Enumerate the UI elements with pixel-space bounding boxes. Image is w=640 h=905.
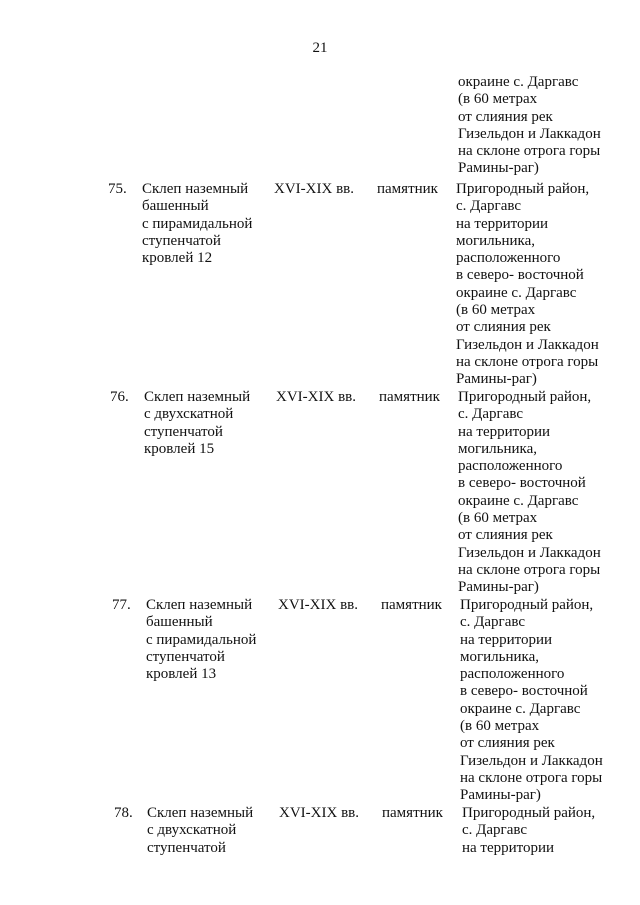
location-line: (в 60 метрах bbox=[456, 302, 536, 319]
monument-name bbox=[144, 389, 274, 458]
row-number: 76. bbox=[110, 389, 129, 405]
monument-name bbox=[146, 597, 276, 683]
location-line: в северо- восточной bbox=[458, 475, 586, 492]
location bbox=[460, 597, 638, 805]
location-line: на склоне отрога горы bbox=[456, 353, 599, 370]
name-line: ступенчатой bbox=[142, 232, 221, 249]
location-line: от слияния рек bbox=[460, 735, 555, 752]
location-line: могильника, bbox=[456, 232, 536, 249]
location-line: расположенного bbox=[456, 250, 561, 267]
monument-kind: памятник bbox=[381, 597, 442, 613]
location-line: Рамины-раг) bbox=[456, 371, 537, 388]
location-line: окраине с. Даргавс bbox=[456, 284, 577, 301]
name-line: Склеп наземный bbox=[147, 805, 254, 821]
name-line: Склеп наземный bbox=[146, 597, 253, 613]
location-line: на склоне отрога горы bbox=[458, 143, 601, 160]
location-line: расположенного bbox=[460, 666, 565, 683]
monument-name bbox=[147, 805, 277, 857]
monument-kind: памятник bbox=[382, 805, 443, 821]
name-line: кровлей 12 bbox=[142, 250, 213, 267]
monument-kind: памятник bbox=[377, 181, 438, 197]
location-line: на склоне отрога горы bbox=[460, 769, 603, 786]
period: XVI-XIX вв. bbox=[276, 389, 356, 405]
location-line: в северо- восточной bbox=[460, 683, 588, 700]
period: XVI-XIX вв. bbox=[279, 805, 359, 821]
location-line: могильника, bbox=[460, 648, 540, 665]
location-line: Рамины-раг) bbox=[460, 787, 541, 804]
location-line: в северо- восточной bbox=[456, 267, 584, 284]
location-line: на территории bbox=[462, 839, 555, 856]
location bbox=[458, 389, 636, 597]
location bbox=[456, 181, 634, 389]
location-line: с. Даргавс bbox=[456, 198, 522, 215]
name-line: ступенчатой bbox=[147, 839, 226, 856]
row-number: 75. bbox=[108, 181, 127, 197]
location-line: от слияния рек bbox=[456, 319, 551, 336]
page-number: 21 bbox=[312, 40, 328, 56]
name-line: с пирамидальной bbox=[142, 215, 253, 232]
location-line: (в 60 метрах bbox=[460, 718, 540, 735]
name-line: башенный bbox=[142, 198, 209, 215]
location-line: Гизельдон и Лаккадон bbox=[458, 544, 601, 561]
name-line: с двухскатной bbox=[144, 406, 234, 423]
location-line: от слияния рек bbox=[458, 108, 553, 125]
location bbox=[462, 805, 640, 857]
location-line: (в 60 метрах bbox=[458, 510, 538, 527]
location-line: на склоне отрога горы bbox=[458, 561, 601, 578]
location-line: Рамины-раг) bbox=[458, 579, 539, 596]
location-line: окраине с. Даргавс bbox=[458, 74, 579, 90]
location-line: окраине с. Даргавс bbox=[460, 700, 581, 717]
monument-name bbox=[142, 181, 272, 267]
location-line: могильника, bbox=[458, 440, 538, 457]
location-line: с. Даргавс bbox=[458, 406, 524, 423]
location-line: с. Даргавс bbox=[460, 614, 526, 631]
period: XVI-XIX вв. bbox=[274, 181, 354, 197]
location-line: Пригородный район, bbox=[456, 181, 590, 197]
location-line: на территории bbox=[460, 631, 553, 648]
row-number: 78. bbox=[114, 805, 133, 821]
name-line: кровлей 13 bbox=[146, 666, 217, 683]
location-line: от слияния рек bbox=[458, 527, 553, 544]
location-line: с. Даргавс bbox=[462, 822, 528, 839]
name-line: ступенчатой bbox=[144, 423, 223, 440]
location-line: Пригородный район, bbox=[458, 389, 592, 405]
location-line: Гизельдон и Лаккадон bbox=[460, 752, 603, 769]
row-number: 77. bbox=[112, 597, 131, 613]
name-line: ступенчатой bbox=[146, 648, 225, 665]
name-line: кровлей 15 bbox=[144, 440, 215, 457]
location-line: Пригородный район, bbox=[462, 805, 596, 821]
location-line: (в 60 метрах bbox=[458, 91, 538, 108]
location-line: на территории bbox=[458, 423, 551, 440]
location-line: расположенного bbox=[458, 458, 563, 475]
location-line: на территории bbox=[456, 215, 549, 232]
continued-location-text bbox=[458, 74, 633, 178]
name-line: с пирамидальной bbox=[146, 631, 257, 648]
location-line: Рамины-раг) bbox=[458, 160, 539, 177]
location-line: Гизельдон и Лаккадон bbox=[456, 336, 599, 353]
monument-kind: памятник bbox=[379, 389, 440, 405]
location-line: Гизельдон и Лаккадон bbox=[458, 125, 601, 142]
name-line: Склеп наземный bbox=[142, 181, 249, 197]
name-line: Склеп наземный bbox=[144, 389, 251, 405]
name-line: с двухскатной bbox=[147, 822, 237, 839]
location-line: Пригородный район, bbox=[460, 597, 594, 613]
period: XVI-XIX вв. bbox=[278, 597, 358, 613]
name-line: башенный bbox=[146, 614, 213, 631]
location-line: окраине с. Даргавс bbox=[458, 492, 579, 509]
